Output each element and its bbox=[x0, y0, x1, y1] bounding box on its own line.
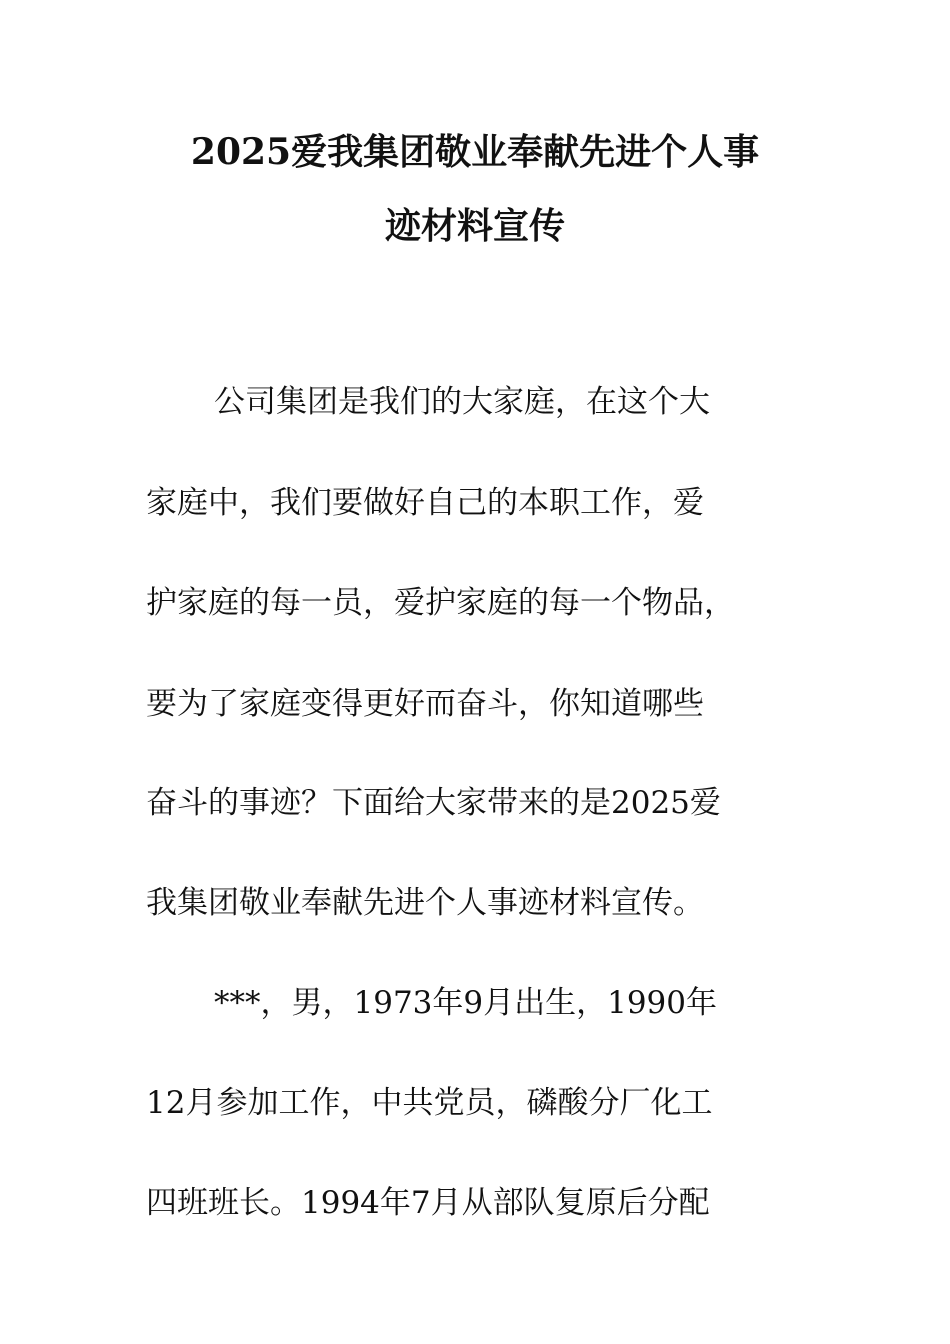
paragraph-line: 家庭中，我们要做好自己的本职工作，爱 bbox=[146, 485, 704, 521]
paragraph-line: ***，男，1973年9月出生，1990年 bbox=[214, 985, 718, 1021]
paragraph-line: 要为了家庭变得更好而奋斗，你知道哪些 bbox=[146, 686, 704, 722]
document-title-line-2: 迹材料宣传 bbox=[384, 205, 565, 247]
paragraph-line: 12月参加工作，中共党员，磷酸分厂化工 bbox=[146, 1085, 713, 1121]
paragraph-line: 我集团敬业奉献先进个人事迹材料宣传。 bbox=[146, 885, 704, 921]
paragraph-line: 护家庭的每一员，爱护家庭的每一个物品， bbox=[146, 585, 735, 621]
paragraph-line: 四班班长。1994年7月从部队复原后分配 bbox=[146, 1185, 710, 1221]
paragraph-line: 公司集团是我们的大家庭，在这个大 bbox=[214, 384, 710, 420]
paragraph-line: 奋斗的事迹？下面给大家带来的是2025爱 bbox=[146, 785, 721, 821]
document-title-line-1: 2025爱我集团敬业奉献先进个人事 bbox=[190, 131, 760, 173]
